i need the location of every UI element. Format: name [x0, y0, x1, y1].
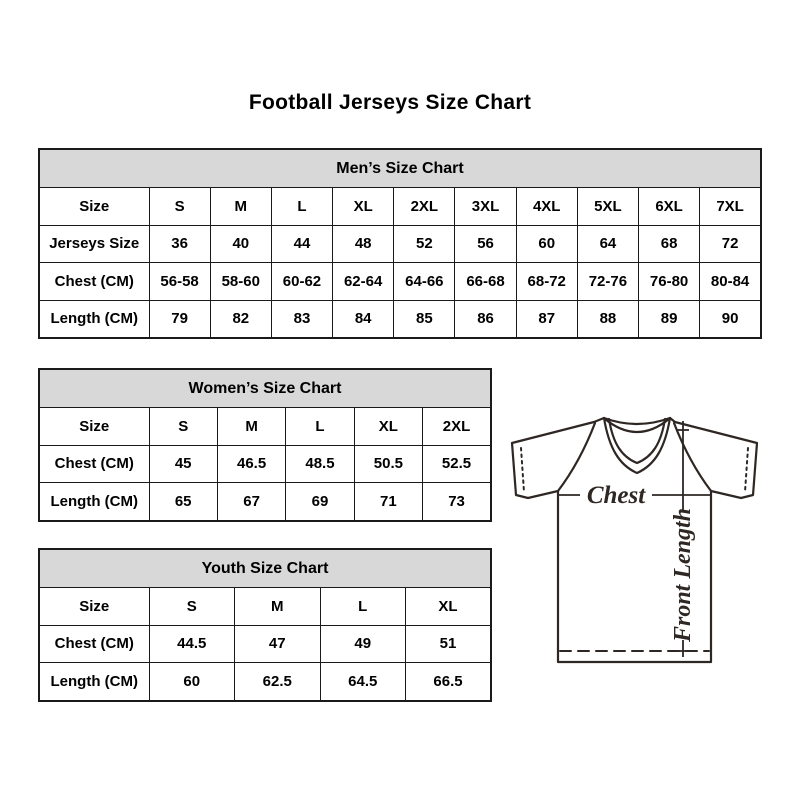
row-label: Length (CM)	[39, 483, 149, 521]
womens-size-table	[38, 368, 492, 522]
table-cell: S	[149, 588, 235, 626]
table-row	[39, 188, 761, 226]
table-cell: 86	[455, 300, 516, 338]
table-row	[39, 263, 761, 301]
table-cell: 6XL	[639, 188, 700, 226]
row-label: Length (CM)	[39, 300, 149, 338]
youth-size-table	[38, 548, 492, 702]
table-cell: 45	[149, 445, 217, 483]
table-cell: 82	[210, 300, 271, 338]
table-cell: 62.5	[235, 663, 321, 701]
row-label: Size	[39, 188, 149, 226]
table-cell: 73	[423, 483, 491, 521]
table-row	[39, 225, 761, 263]
jersey-collar-band-top	[604, 418, 670, 424]
table-cell: 79	[149, 300, 210, 338]
table-cell: 64	[577, 225, 638, 263]
table-cell: 69	[286, 483, 354, 521]
table-cell: 90	[700, 300, 761, 338]
front-length-measurement-label: Front Length	[670, 507, 696, 643]
row-label: Size	[39, 408, 149, 446]
table-cell: 2XL	[423, 408, 491, 446]
table-cell: 4XL	[516, 188, 577, 226]
table-cell: 50.5	[354, 445, 422, 483]
table-cell: S	[149, 408, 217, 446]
table-cell: 60-62	[271, 263, 332, 301]
table-cell: 60	[516, 225, 577, 263]
table-cell: 64.5	[320, 663, 406, 701]
row-label: Chest (CM)	[39, 263, 149, 301]
table-cell: 66-68	[455, 263, 516, 301]
table-row	[39, 588, 491, 626]
row-label: Length (CM)	[39, 663, 149, 701]
table-cell: 52.5	[423, 445, 491, 483]
jersey-outline-drawing	[500, 400, 778, 678]
row-label: Jerseys Size	[39, 225, 149, 263]
table-title-row	[39, 549, 491, 588]
table-cell: 47	[235, 625, 321, 663]
table-cell: 84	[333, 300, 394, 338]
table-cell: L	[271, 188, 332, 226]
table-cell: 85	[394, 300, 455, 338]
jersey-measurement-diagram	[500, 400, 778, 678]
table-cell: 3XL	[455, 188, 516, 226]
table-cell: 68	[639, 225, 700, 263]
table-cell: 72-76	[577, 263, 638, 301]
table-row	[39, 663, 491, 701]
table-cell: 5XL	[577, 188, 638, 226]
table-cell: 51	[406, 625, 492, 663]
table-cell: 46.5	[217, 445, 285, 483]
table-row	[39, 445, 491, 483]
table-cell: 60	[149, 663, 235, 701]
table-cell: 62-64	[333, 263, 394, 301]
table-cell: 66.5	[406, 663, 492, 701]
table-row	[39, 408, 491, 446]
table-cell: 56-58	[149, 263, 210, 301]
table-cell: 58-60	[210, 263, 271, 301]
table-cell: 89	[639, 300, 700, 338]
row-label: Size	[39, 588, 149, 626]
table-cell: L	[320, 588, 406, 626]
table-cell: 7XL	[700, 188, 761, 226]
table-cell: 67	[217, 483, 285, 521]
table-title: Men’s Size Chart	[39, 149, 761, 188]
row-label: Chest (CM)	[39, 625, 149, 663]
table-cell: M	[210, 188, 271, 226]
table-cell: 52	[394, 225, 455, 263]
left-cuff-stitch-line	[521, 448, 524, 492]
table-cell: 44.5	[149, 625, 235, 663]
table-cell: 87	[516, 300, 577, 338]
table-title-row	[39, 369, 491, 408]
jersey-left-seam	[558, 423, 595, 491]
table-cell: 88	[577, 300, 638, 338]
jersey-right-seam	[674, 423, 711, 491]
table-cell: XL	[406, 588, 492, 626]
table-row	[39, 483, 491, 521]
table-cell: 80-84	[700, 263, 761, 301]
table-cell: S	[149, 188, 210, 226]
table-cell: M	[235, 588, 321, 626]
table-cell: M	[217, 408, 285, 446]
table-cell: 72	[700, 225, 761, 263]
mens-size-table	[38, 148, 762, 339]
table-cell: 71	[354, 483, 422, 521]
table-cell: 2XL	[394, 188, 455, 226]
page-title: Football Jerseys Size Chart	[248, 91, 532, 114]
table-title-row	[39, 149, 761, 188]
table-cell: 65	[149, 483, 217, 521]
table-cell: XL	[333, 188, 394, 226]
table-cell: 44	[271, 225, 332, 263]
table-cell: 48	[333, 225, 394, 263]
table-cell: 36	[149, 225, 210, 263]
table-title: Youth Size Chart	[39, 549, 491, 588]
table-cell: 83	[271, 300, 332, 338]
table-row	[39, 300, 761, 338]
table-cell: XL	[354, 408, 422, 446]
table-cell: 64-66	[394, 263, 455, 301]
table-cell: 48.5	[286, 445, 354, 483]
table-cell: L	[286, 408, 354, 446]
table-cell: 40	[210, 225, 271, 263]
table-cell: 56	[455, 225, 516, 263]
right-cuff-stitch-line	[745, 448, 748, 492]
chest-measurement-label: Chest	[586, 482, 646, 509]
table-row	[39, 625, 491, 663]
table-cell: 68-72	[516, 263, 577, 301]
table-title: Women’s Size Chart	[39, 369, 491, 408]
table-cell: 76-80	[639, 263, 700, 301]
table-cell: 49	[320, 625, 406, 663]
row-label: Chest (CM)	[39, 445, 149, 483]
